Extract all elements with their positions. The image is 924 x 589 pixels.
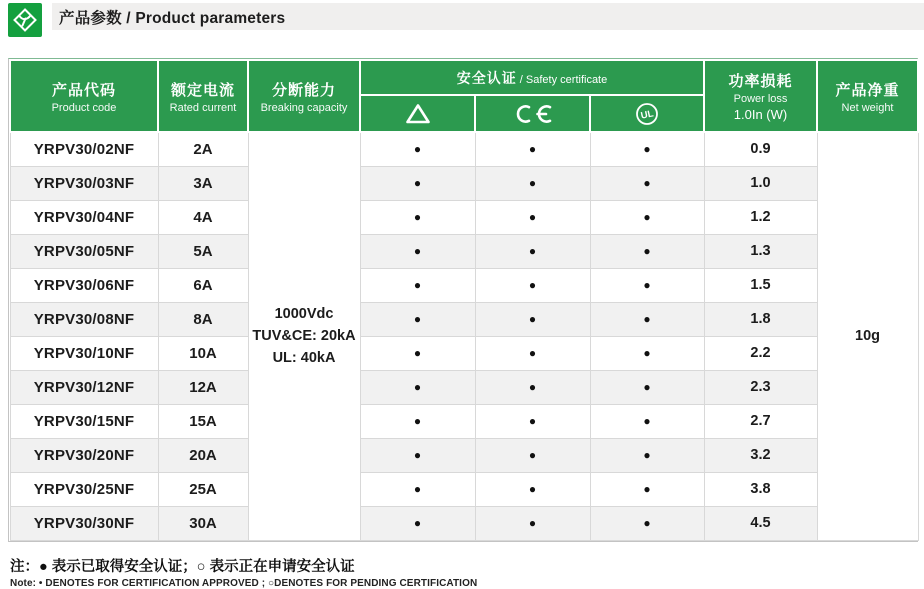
breaking-capacity-line: UL: 40kA: [272, 350, 336, 367]
col-header-net-weight: [817, 60, 918, 132]
tuv-cert-cell: ●: [360, 234, 475, 268]
table-row: [10, 336, 918, 370]
col-header-product-code-zh: 产品代码: [51, 81, 116, 99]
tuv-cert-cell: ●: [360, 438, 475, 472]
section-title-strip: [52, 3, 924, 30]
tuv-cert-cell: ●: [360, 506, 475, 540]
table-row: [10, 472, 918, 506]
rated-current-cell: 3A: [158, 166, 248, 200]
rated-current-cell: 8A: [158, 302, 248, 336]
col-header-product-code: [10, 60, 158, 132]
table-row: [10, 404, 918, 438]
col-header-power-loss-unit: 1.0In (W): [733, 107, 788, 122]
power-loss-cell: 3.8: [704, 472, 817, 506]
rated-current-cell: 12A: [158, 370, 248, 404]
svg-text:UL: UL: [639, 107, 655, 122]
ce-cert-cell: ●: [475, 404, 590, 438]
col-header-ul-cert: [590, 95, 704, 132]
rated-current-cell: 4A: [158, 200, 248, 234]
table-row: [10, 166, 918, 200]
ce-cert-cell: ●: [475, 472, 590, 506]
note-line-en: Note: • DENOTES FOR CERTIFICATION APPROVED ; ○DENOTES FOR PENDING CERTIFICATION: [10, 577, 478, 589]
product-code-cell: YRPV30/02NF: [10, 132, 158, 166]
ul-cert-cell: ●: [590, 404, 704, 438]
rated-current-cell: 20A: [158, 438, 248, 472]
ce-cert-cell: ●: [475, 234, 590, 268]
col-header-product-code-en: Product code: [51, 101, 117, 114]
ul-cert-cell: ●: [590, 506, 704, 540]
product-parameters-table-wrap: [8, 58, 918, 542]
ce-cert-cell: ●: [475, 370, 590, 404]
power-loss-cell: 4.5: [704, 506, 817, 540]
table-row: [10, 302, 918, 336]
ce-cert-cell: ●: [475, 506, 590, 540]
tuv-cert-cell: ●: [360, 302, 475, 336]
table-row: [10, 370, 918, 404]
col-header-rated-current-zh: 额定电流: [170, 81, 235, 99]
ce-cert-cell: ●: [475, 200, 590, 234]
product-code-cell: YRPV30/15NF: [10, 404, 158, 438]
col-header-safety-certificate-sep: /: [516, 73, 526, 86]
rated-current-cell: 10A: [158, 336, 248, 370]
col-header-net-weight-zh: 产品净重: [835, 81, 900, 99]
col-header-power-loss-en: Power loss: [733, 93, 788, 105]
ce-cert-cell: ●: [475, 268, 590, 302]
tuv-cert-cell: ●: [360, 132, 475, 166]
rated-current-cell: 6A: [158, 268, 248, 302]
table-row: [10, 234, 918, 268]
col-header-tuv-cert: [360, 95, 475, 132]
tuv-cert-cell: ●: [360, 268, 475, 302]
ce-cert-cell: ●: [475, 336, 590, 370]
ul-cert-cell: ●: [590, 302, 704, 336]
ul-cert-cell: ●: [590, 268, 704, 302]
rated-current-cell: 15A: [158, 404, 248, 438]
product-code-cell: YRPV30/20NF: [10, 438, 158, 472]
rated-current-cell: 2A: [158, 132, 248, 166]
power-loss-cell: 1.3: [704, 234, 817, 268]
certification-note: [10, 555, 924, 589]
power-loss-cell: 2.3: [704, 370, 817, 404]
section-titlebar: [0, 0, 924, 37]
product-code-cell: YRPV30/08NF: [10, 302, 158, 336]
table-body: [10, 132, 918, 540]
ul-cert-cell: ●: [590, 200, 704, 234]
ul-mark-icon: [591, 102, 703, 126]
rated-current-cell: 5A: [158, 234, 248, 268]
ul-cert-cell: ●: [590, 166, 704, 200]
power-loss-cell: 1.0: [704, 166, 817, 200]
product-code-cell: YRPV30/03NF: [10, 166, 158, 200]
table-row: [10, 132, 918, 166]
col-header-breaking-capacity: [248, 60, 360, 132]
product-code-cell: YRPV30/04NF: [10, 200, 158, 234]
tuv-cert-cell: ●: [360, 200, 475, 234]
table-row: [10, 438, 918, 472]
col-header-safety-certificate-zh: 安全认证: [456, 69, 517, 86]
tuv-cert-cell: ●: [360, 404, 475, 438]
ce-cert-cell: ●: [475, 302, 590, 336]
product-code-cell: YRPV30/25NF: [10, 472, 158, 506]
ul-cert-cell: ●: [590, 370, 704, 404]
note-line-zh: 注：● 表示已取得安全认证；○ 表示正在申请安全认证: [10, 558, 355, 575]
breaking-capacity-line: TUV&CE: 20kA: [252, 328, 356, 345]
col-header-breaking-capacity-en: Breaking capacity: [260, 101, 348, 114]
table-row: [10, 506, 918, 540]
power-loss-cell: 1.8: [704, 302, 817, 336]
power-loss-cell: 2.2: [704, 336, 817, 370]
table-row: [10, 200, 918, 234]
product-code-cell: YRPV30/30NF: [10, 506, 158, 540]
product-code-cell: YRPV30/06NF: [10, 268, 158, 302]
ce-mark-icon: [476, 103, 589, 125]
col-header-breaking-capacity-zh: 分断能力: [271, 81, 336, 99]
col-header-rated-current-en: Rated current: [169, 101, 237, 114]
ce-cert-cell: ●: [475, 438, 590, 472]
ul-cert-cell: ●: [590, 234, 704, 268]
power-loss-cell: 3.2: [704, 438, 817, 472]
product-parameters-table: [9, 59, 919, 541]
col-header-ce-cert: [475, 95, 590, 132]
col-header-rated-current: [158, 60, 248, 132]
rated-current-cell: 25A: [158, 472, 248, 506]
tuv-cert-cell: ●: [360, 370, 475, 404]
tuv-cert-cell: ●: [360, 336, 475, 370]
ul-cert-cell: ●: [590, 132, 704, 166]
product-code-cell: YRPV30/10NF: [10, 336, 158, 370]
tuv-triangle-icon: [361, 103, 474, 125]
product-code-cell: YRPV30/12NF: [10, 370, 158, 404]
col-header-safety-certificate-en: Safety certificate: [525, 73, 608, 86]
rated-current-cell: 30A: [158, 506, 248, 540]
power-loss-cell: 1.2: [704, 200, 817, 234]
section-title: 产品参数 / Product parameters: [59, 9, 286, 27]
tuv-cert-cell: ●: [360, 472, 475, 506]
ul-cert-cell: ●: [590, 472, 704, 506]
ul-cert-cell: ●: [590, 438, 704, 472]
product-code-cell: YRPV30/05NF: [10, 234, 158, 268]
col-header-net-weight-en: Net weight: [841, 101, 894, 114]
power-loss-cell: 2.7: [704, 404, 817, 438]
breaking-capacity-cell: [248, 132, 360, 540]
power-loss-cell: 0.9: [704, 132, 817, 166]
table-row: [10, 268, 918, 302]
col-header-safety-certificate: [360, 60, 704, 95]
breaking-capacity-line: 1000Vdc: [274, 306, 334, 323]
ce-cert-cell: ●: [475, 132, 590, 166]
ce-cert-cell: ●: [475, 166, 590, 200]
col-header-power-loss-zh: 功率损耗: [728, 73, 793, 90]
ul-cert-cell: ●: [590, 336, 704, 370]
net-weight-cell: 10g: [817, 132, 918, 540]
power-loss-cell: 1.5: [704, 268, 817, 302]
brand-logo-icon: [8, 3, 42, 37]
tuv-cert-cell: ●: [360, 166, 475, 200]
col-header-power-loss: [704, 60, 817, 132]
